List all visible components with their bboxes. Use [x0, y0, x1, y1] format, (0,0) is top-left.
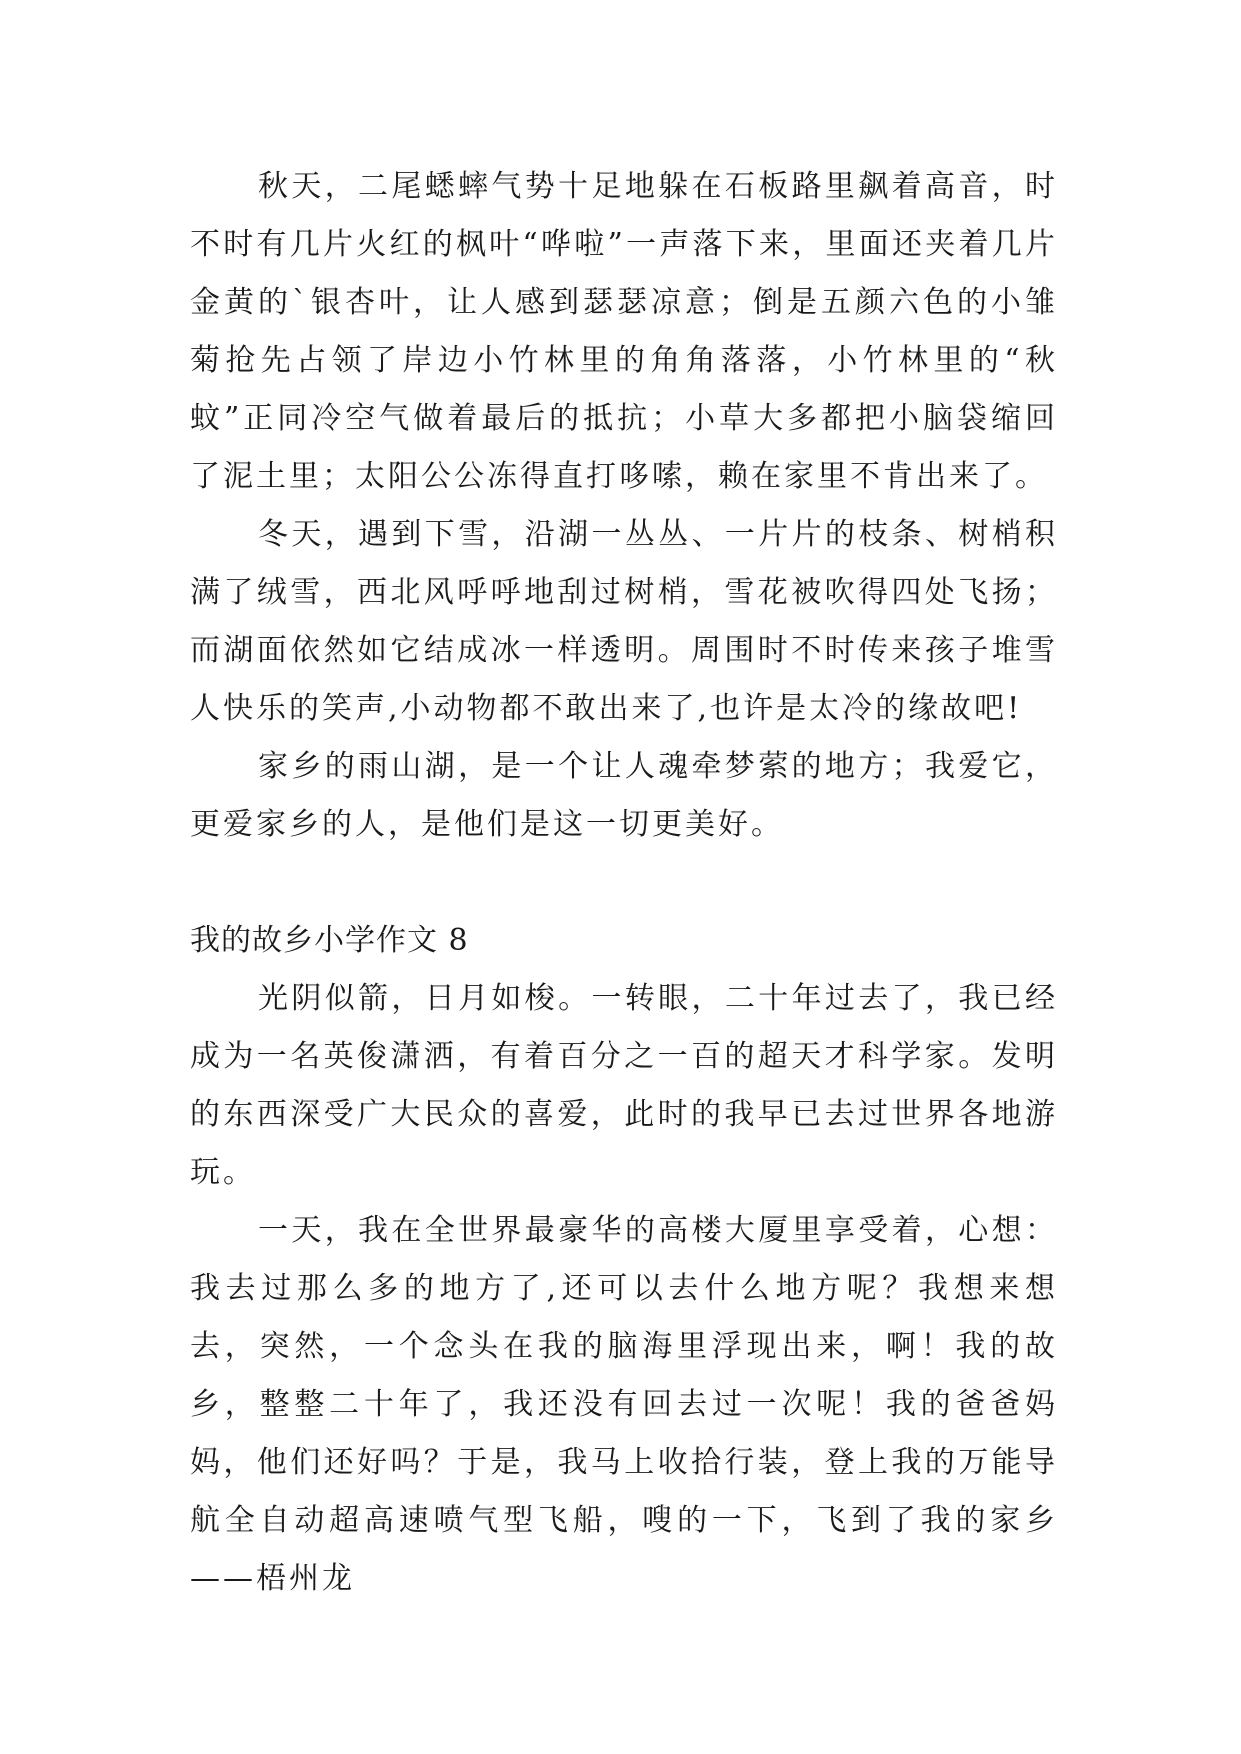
- paragraph-journey: 一天，我在全世界最豪华的高楼大厦里享受着，心想：我去过那么多的地方了,还可以去什么地方呢？我想来想去，突然，一个念头在我的脑海里浮现出来，啊！我的故乡，整整二十年了，我还没有回去过一次呢！我的爸爸妈妈，他们还好吗？于是，我马上收拾行装，登上我的万能导航全自动超高速喷气型飞船，嗖的一下，飞到了我的家乡——梧州龙: [190, 1213, 1058, 1596]
- essay-section-autumn-winter: [190, 158, 1058, 854]
- essay-title: 我的故乡小学作文 8: [190, 923, 469, 958]
- essay-section-hometown: [190, 970, 1058, 1608]
- paragraph-winter: 冬天，遇到下雪，沿湖一丛丛、一片片的枝条、树梢积满了绒雪，西北风呼呼地刮过树梢，雪花被吹得四处飞扬；而湖面依然如它结成冰一样透明。周围时不时传来孩子堆雪人快乐的笑声,小动物都不敢出来了,也许是太冷的缘故吧!: [190, 517, 1058, 726]
- paragraph-autumn: 秋天，二尾蟋蟀气势十足地躲在石板路里飙着高音，时不时有几片火红的枫叶“哗啦”一声落下来，里面还夹着几片金黄的`银杏叶，让人感到瑟瑟凉意；倒是五颜六色的小雏菊抢先占领了岸边小竹林里的角角落落，小竹林里的“秋蚊”正同冷空气做着最后的抵抗；小草大多都把小脑袋缩回了泥土里；太阳公公冻得直打哆嗦，赖在家里不肯出来了。: [190, 169, 1058, 494]
- paragraph-opening: 光阴似箭，日月如梭。一转眼，二十年过去了，我已经成为一名英俊潇洒，有着百分之一百的超天才科学家。发明的东西深受广大民众的喜爱，此时的我早已去过世界各地游玩。: [190, 981, 1058, 1190]
- paragraph-conclusion: 家乡的雨山湖，是一个让人魂牵梦萦的地方；我爱它，更爱家乡的人，是他们是这一切更美好。: [190, 749, 1058, 842]
